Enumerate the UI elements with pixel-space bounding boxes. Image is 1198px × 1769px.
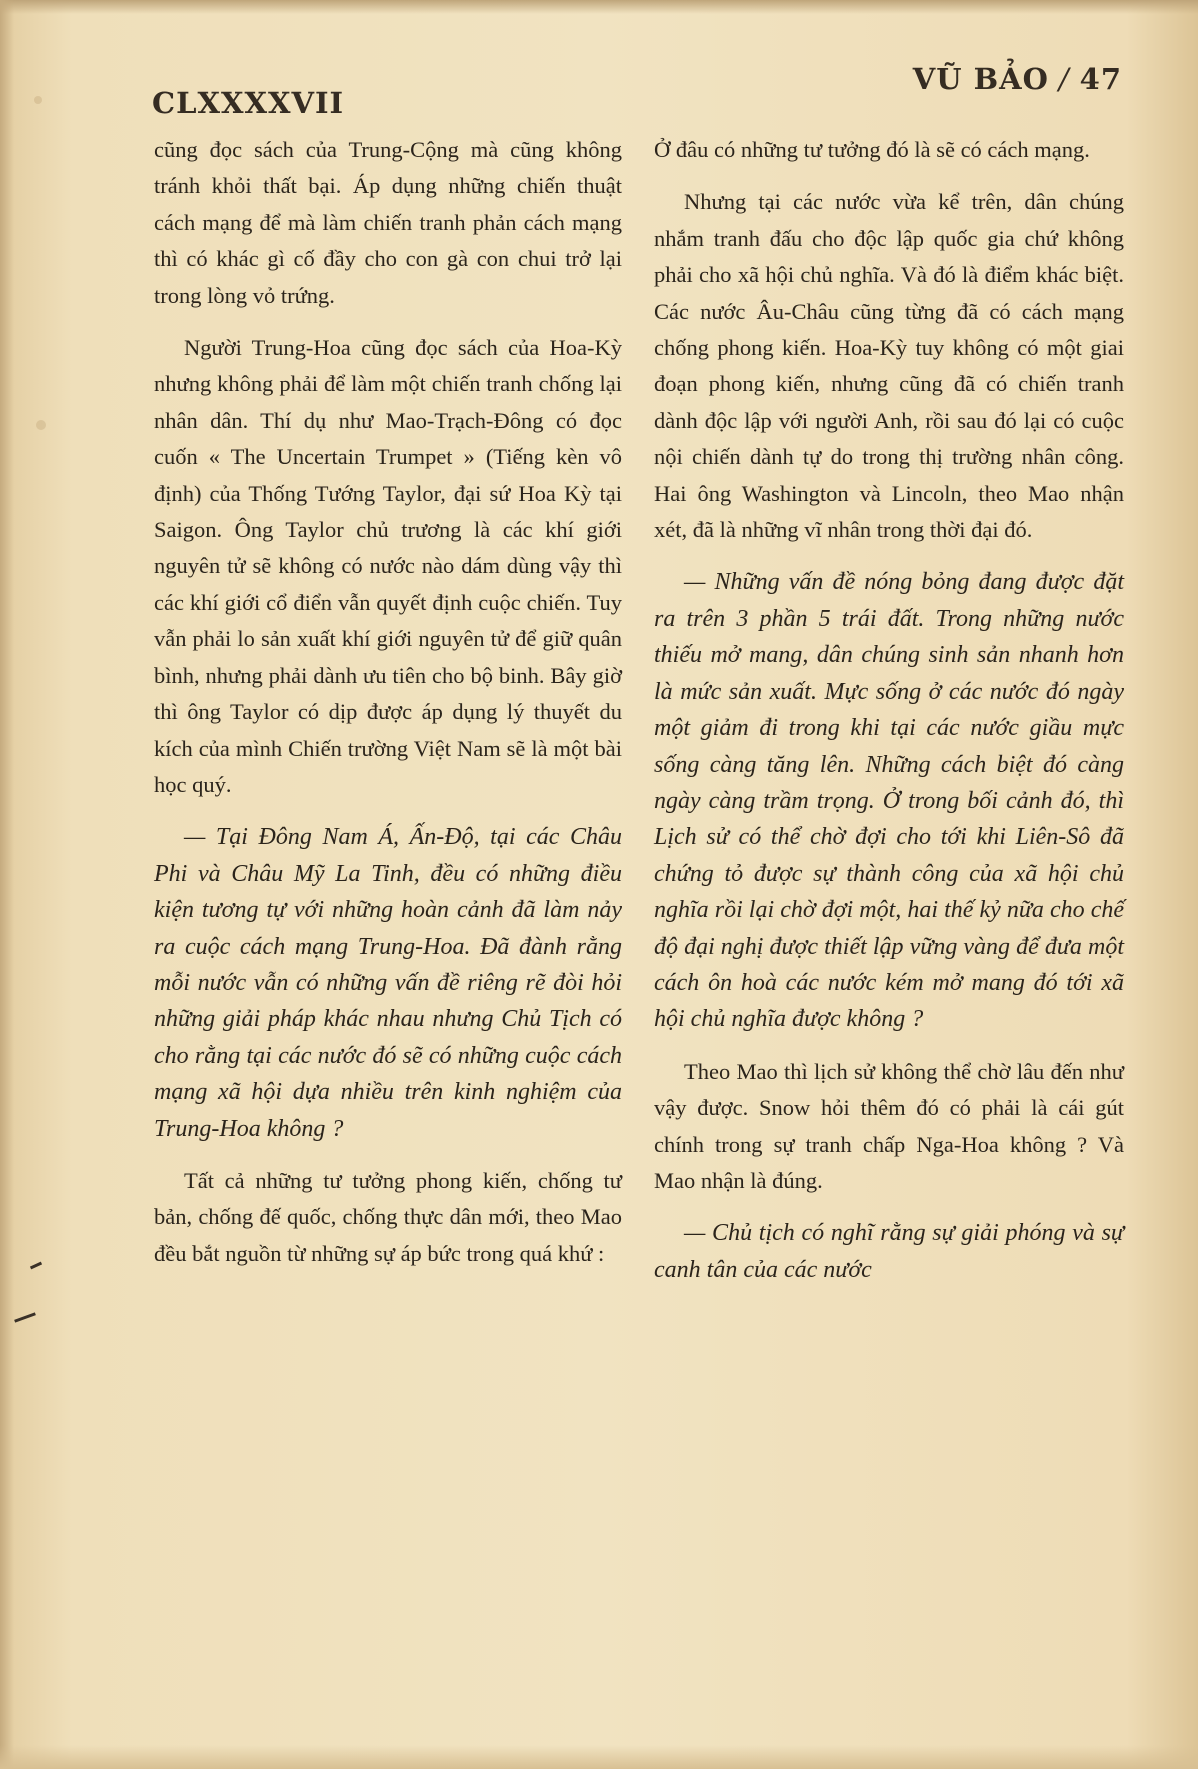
- page-left-edge: [0, 0, 14, 1769]
- paragraph-question: — Chủ tịch có nghĩ rằng sự giải phóng và sự canh tân của các nước: [654, 1220, 1124, 1283]
- paragraph-question: — Tại Đông Nam Á, Ấn-Độ, tại các Châu Phi và Châu Mỹ La Tinh, đều có những điều kiện tương tự với những hoàn cảnh đã làm nảy ra cuộc cách mạng Trung-Hoa. Đã đành rằng mỗi nước vẫn có những vấn đề riêng rẽ đòi hỏi những giải pháp khác nhau nhưng Chủ Tịch có cho rằng tại các nước đó sẽ có những cuộc cách mạng xã hội dựa nhiều trên kinh nghiệm của Trung-Hoa không ?: [154, 824, 622, 1142]
- paragraph: Ở đâu có những tư tưởng đó là sẽ có cách mạng.: [654, 137, 1090, 162]
- paragraph: Tất cả những tư tưởng phong kiến, chống tư bản, chống đế quốc, chống thực dân mới, theo Mao đều bắt nguồn từ những sự áp bức trong quá khứ :: [154, 1167, 622, 1266]
- paragraph-question: — Những vấn đề nóng bỏng đang được đặt ra trên 3 phần 5 trái đất. Trong những nước thiếu mở mang, dân chúng sinh sản nhanh hơn là mức sản xuất. Mực sống ở các nước đó ngày một giảm đi trong khi tại các nước giầu mực sống càng tăng lên. Những cách biệt đó càng ngày càng trầm trọng. Ở trong bối cảnh đó, thì Lịch sử có thể chờ đợi cho tới khi Liên-Sô đã chứng tỏ được sự thành công của xã hội chủ nghĩa rồi lại chờ đợi một, hai thế kỷ nữa cho chế độ đại nghị được thiết lập vững vàng để đưa một cách ôn hoà các nước kém mở mang đó tới xã hội chủ nghĩa được không ?: [654, 569, 1124, 1033]
- margin-mark: [14, 1312, 36, 1322]
- right-column: [654, 132, 1124, 1288]
- paragraph: cũng đọc sách của Trung-Cộng mà cũng không tránh khỏi thất bại. Áp dụng những chiến thuật cách mạng để mà làm chiến tranh phản cách mạng thì có khác gì cố đầy cho con gà con chui trở lại trong lòng vỏ trứng.: [154, 137, 622, 308]
- page-spot: [36, 420, 46, 430]
- paragraph: Người Trung-Hoa cũng đọc sách của Hoa-Kỳ nhưng không phải để làm một chiến tranh chống lại nhân dân. Thí dụ như Mao-Trạch-Đông có đọc cuốn « The Uncertain Trumpet » (Tiếng kèn vô định) của Thống Tướng Taylor, đại sứ Hoa Kỳ tại Saigon. Ông Taylor chủ trương là các khí giới nguyên tử sẽ không có nước nào dám dùng vậy thì các khí giới cổ điển vẫn quyết định cuộc chiến. Tuy vẫn phải lo sản xuất khí giới nguyên tử để giữ quân bình, nhưng phải dành ưu tiên cho bộ binh. Bây giờ thì ông Taylor có dịp được áp dụng lý thuyết du kích của mình Chiến trường Việt Nam sẽ là một bài học quý.: [154, 335, 622, 797]
- margin-mark: [30, 1262, 42, 1270]
- paragraph: Theo Mao thì lịch sử không thể chờ lâu đến như vậy được. Snow hỏi thêm đó có phải là cái gút chính trong sự tranh chấp Nga-Hoa không ? Và Mao nhận là đúng.: [654, 1058, 1124, 1193]
- running-header-left: CLXXXXVII: [152, 86, 345, 120]
- running-header-right: [913, 62, 1122, 96]
- page-number: 47: [1079, 62, 1122, 96]
- paragraph: Nhưng tại các nước vừa kể trên, dân chúng nhắm tranh đấu cho độc lập quốc gia chứ không phải cho xã hội chủ nghĩa. Và đó là điểm khác biệt. Các nước Âu-Châu cũng từng đã có cách mạng chống phong kiến. Hoa-Kỳ tuy không có một giai đoạn phong kiến, nhưng cũng đã có chiến tranh dành độc lập với người Anh, rồi sau đó lại có cuộc nội chiến dành tự do trong thị trường nhân công. Hai ông Washington và Lincoln, theo Mao nhận xét, đã là những vĩ nhân trong thời đại đó.: [654, 189, 1124, 543]
- left-column: [154, 132, 622, 1272]
- page-top-edge: [0, 0, 1198, 14]
- page-bottom-edge: [0, 1745, 1198, 1769]
- page-spot: [34, 96, 42, 104]
- header-separator: /: [1058, 62, 1070, 96]
- author-name: VŨ BẢO: [912, 62, 1049, 96]
